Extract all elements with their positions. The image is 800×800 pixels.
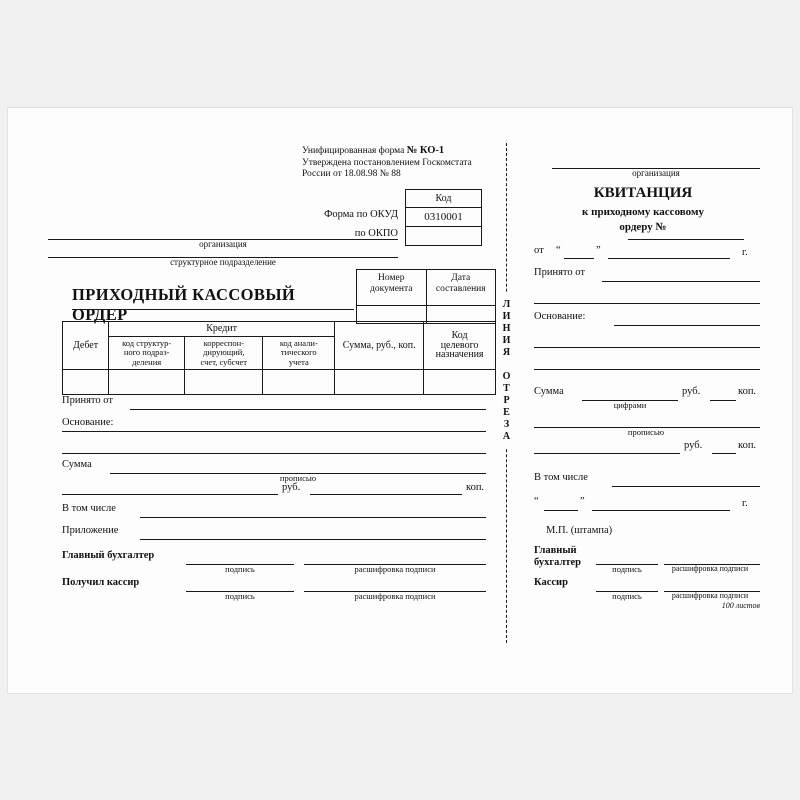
table-credit-group-row: [63, 322, 496, 337]
receipt-basis-input[interactable]: [614, 324, 760, 326]
th-debet: Дебет: [63, 322, 109, 370]
chief-accountant-label: Главный бухгалтер: [62, 550, 155, 561]
receipt-bottom-date-quote-open: “: [534, 496, 539, 507]
number-date-header: [356, 269, 496, 306]
receipt-day-input[interactable]: [564, 257, 594, 259]
receipt-cashier-decoding-caption: расшифровка подписи: [671, 591, 749, 600]
receipt-chief-accountant-label: [534, 545, 581, 569]
th-kod-cel-l1: Код: [451, 330, 468, 342]
including-input[interactable]: [140, 516, 486, 518]
accepted-from-label: Принято от: [62, 395, 113, 406]
chief-accountant-signature-caption: подпись: [225, 564, 255, 574]
attachment-input[interactable]: [140, 538, 486, 540]
receipt-cashier-signature-caption: подпись: [612, 591, 642, 601]
th-credit-group: Кредит: [109, 322, 335, 337]
cell-analit[interactable]: [263, 370, 335, 395]
document-page: [8, 108, 792, 693]
th-analit-l1: код анали-: [279, 337, 318, 348]
receipt-including-input[interactable]: [612, 485, 760, 487]
form-header-line3: России от 18.08.98 № 88: [302, 169, 401, 179]
sheets-count: 100 листов: [721, 601, 760, 610]
amount-input-2[interactable]: [62, 493, 278, 495]
cell-kod-cel[interactable]: [424, 370, 496, 395]
date-header-cell: [427, 270, 496, 305]
receipt-bottom-day-input[interactable]: [544, 509, 578, 511]
number-header-line2: документа: [370, 284, 413, 294]
receipt-bottom-date-quote-close: ”: [580, 496, 585, 507]
rub-label: руб.: [282, 482, 301, 493]
kop-label: коп.: [466, 482, 485, 493]
th-kod-cel-l2: целевого: [440, 339, 479, 351]
code-header-cell: Код: [405, 189, 482, 208]
receipt-accepted-from-input[interactable]: [602, 280, 760, 282]
receipt-bottom-year-mark: г.: [742, 498, 748, 509]
date-header-line1: Дата: [451, 273, 471, 283]
page-title: ПРИХОДНЫЙ КАССОВЫЙ ОРДЕР: [72, 285, 296, 324]
th-korresp-l2: дирующий,: [203, 347, 245, 357]
cashier-received-label: Получил кассир: [62, 577, 140, 588]
chief-accountant-decoding-caption: расшифровка подписи: [354, 564, 436, 574]
th-kod-cel: [424, 322, 496, 370]
okud-code-value[interactable]: 0310001: [405, 208, 482, 227]
receipt-title: КВИТАНЦИЯ: [593, 185, 693, 201]
th-analit: [263, 336, 335, 370]
including-label: В том числе: [62, 503, 116, 514]
receipt-kop-label: коп.: [738, 386, 757, 397]
receipt-from-label: от: [534, 245, 544, 256]
receipt-amount-digits-caption: цифрами: [613, 400, 647, 410]
table-row: [63, 370, 496, 395]
basis-input-2[interactable]: [62, 452, 486, 454]
receipt-kop-input-2[interactable]: [712, 452, 736, 454]
receipt-stamp-label: М.П. (штампа): [546, 525, 613, 536]
cell-debet[interactable]: [63, 370, 109, 395]
basis-input[interactable]: [143, 430, 486, 432]
receipt-amount-label: Сумма: [534, 386, 564, 397]
th-kod-struct-l3: деления: [132, 356, 162, 367]
number-header-line1: Номер: [378, 273, 405, 283]
receipt-rub-label-2: руб.: [684, 440, 703, 451]
receipt-cashier-label: Кассир: [534, 577, 568, 588]
accepted-from-input[interactable]: [130, 408, 486, 410]
receipt-basis-input-2[interactable]: [534, 346, 760, 348]
form-header-line2: Утверждена постановлением Госкомстата: [302, 157, 472, 168]
receipt-chief-accountant-line2: бухгалтер: [534, 557, 582, 568]
basis-label: Основание:: [62, 417, 114, 428]
receipt-accepted-from-label: Принято от: [534, 267, 585, 278]
th-kod-struct-l1: код структур-: [122, 337, 172, 348]
cell-kod-struct[interactable]: [109, 370, 185, 395]
receipt-kop-label-2: коп.: [738, 440, 757, 451]
receipt-chief-accountant-decoding-caption: расшифровка подписи: [671, 564, 749, 573]
receipt-basis-input-3[interactable]: [534, 368, 760, 370]
cashier-decoding-caption: расшифровка подписи: [354, 591, 436, 601]
form-header-prefix: Унифицированная форма: [302, 146, 405, 156]
th-korresp-l1: корреспон-: [203, 337, 244, 348]
cell-summa[interactable]: [335, 370, 424, 395]
receipt-basis-label: Основание:: [534, 311, 586, 322]
receipt-subtitle: [526, 205, 760, 235]
form-sheet: [48, 143, 760, 643]
receipt-month-input[interactable]: [608, 257, 730, 259]
th-korresp: [185, 336, 263, 370]
amount-label: Сумма: [62, 459, 92, 470]
cashier-signature-caption: подпись: [225, 591, 255, 601]
subdivision-caption: структурное подразделение: [170, 257, 276, 267]
th-kod-struct: [109, 336, 185, 370]
receipt-kop-input[interactable]: [710, 399, 736, 401]
organization-caption: организация: [199, 239, 247, 249]
receipt-amount-words-caption: прописью: [627, 427, 665, 437]
kop-input[interactable]: [310, 493, 462, 495]
receipt-year-mark: г.: [742, 247, 748, 258]
receipt-chief-accountant-signature-caption: подпись: [612, 564, 642, 574]
th-summa: Сумма, руб., коп.: [335, 322, 424, 370]
th-kod-cel-l3: назначения: [435, 349, 484, 361]
th-analit-l3: учета: [288, 356, 309, 367]
attachment-label: Приложение: [62, 525, 119, 536]
receipt-organization-caption: организация: [632, 168, 680, 178]
okpo-value-field[interactable]: [405, 227, 482, 246]
form-header: [302, 145, 496, 181]
cell-korresp[interactable]: [185, 370, 263, 395]
receipt-chief-accountant-line1: Главный: [534, 545, 577, 556]
cash-receipt-order-section: [48, 143, 496, 643]
number-header-cell: [357, 270, 427, 305]
receipt-amount-words-input-2[interactable]: [534, 452, 680, 454]
receipt-order-number-input[interactable]: [628, 238, 744, 240]
form-header-line1: [302, 145, 496, 158]
receipt-subtitle-line1: к приходному кассовому: [582, 206, 704, 218]
title-underline: [72, 308, 354, 310]
receipt-subtitle-line2: ордеру №: [619, 221, 667, 233]
receipt-including-label: В том числе: [534, 472, 588, 483]
form-code-ko1: № КО-1: [406, 145, 445, 156]
date-header-line2: составления: [435, 284, 486, 294]
receipt-date-quote-close: ”: [596, 245, 601, 256]
receipt-accepted-from-input-2[interactable]: [534, 302, 760, 304]
okud-label: Форма по ОКУД: [324, 209, 398, 220]
tear-line-label: ЛИНИЯ ОТРЕЗА: [497, 293, 515, 449]
th-korresp-l3: счет, субсчет: [200, 356, 248, 367]
receipt-date-quote-open: “: [556, 245, 561, 256]
accounting-table: [62, 321, 496, 395]
okpo-label: по ОКПО: [354, 228, 398, 239]
receipt-rub-label: руб.: [682, 386, 701, 397]
th-kod-struct-l2: ного подраз-: [123, 347, 170, 357]
th-analit-l2: тического: [280, 347, 317, 357]
receipt-bottom-month-input[interactable]: [592, 509, 730, 511]
receipt-section: [526, 143, 760, 643]
amount-words-caption: прописью: [279, 473, 317, 483]
